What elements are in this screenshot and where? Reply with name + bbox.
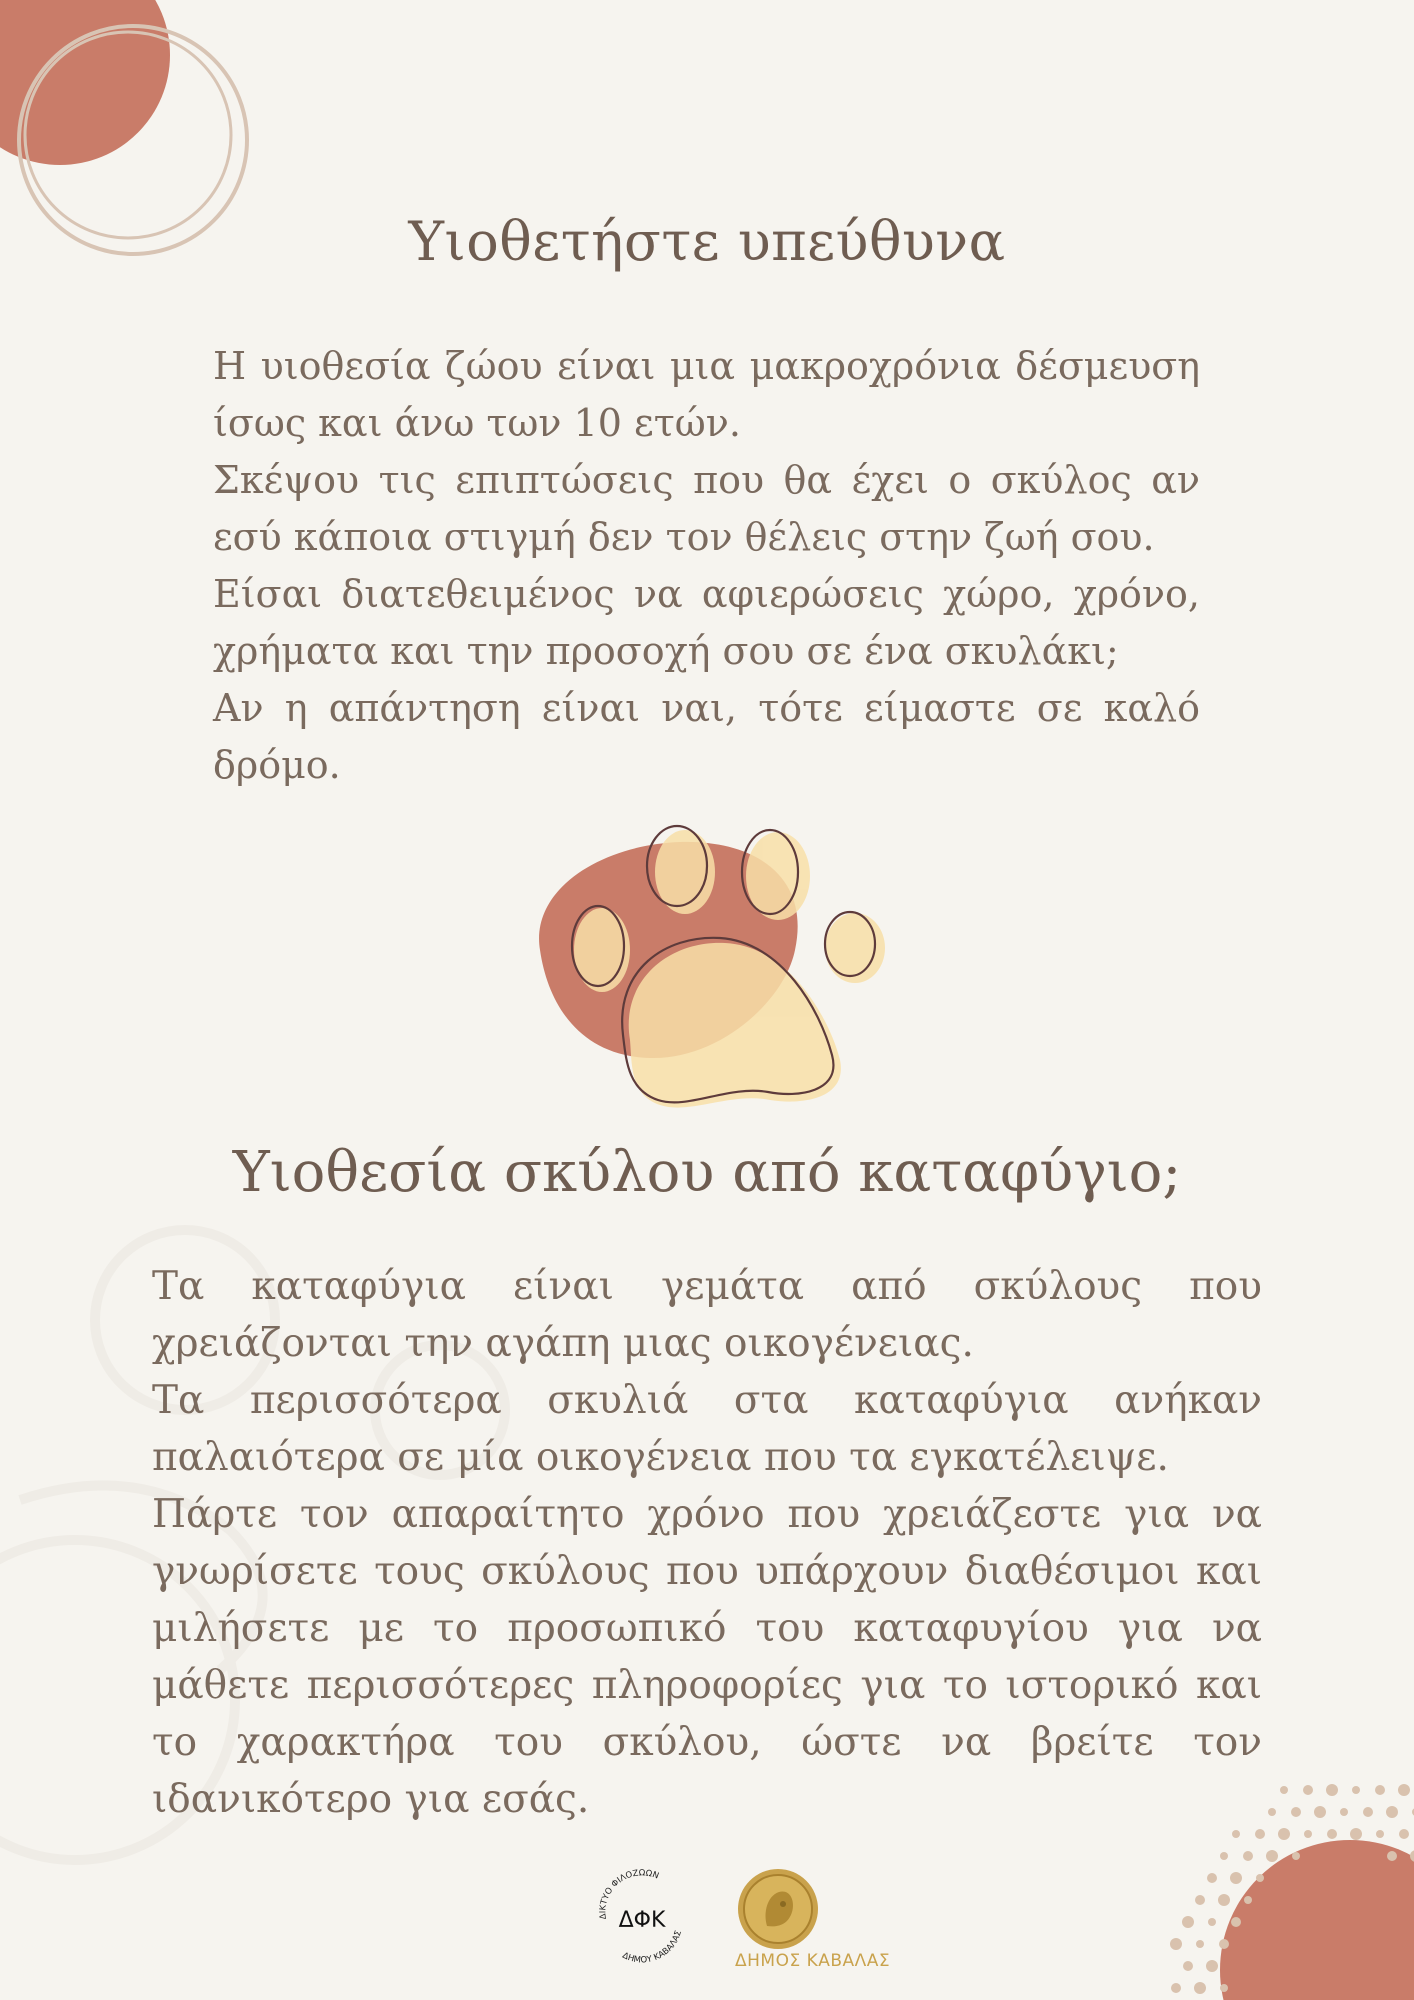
dot bbox=[1170, 1938, 1182, 1950]
dot bbox=[1292, 1852, 1300, 1860]
dot bbox=[1232, 1830, 1240, 1838]
dot bbox=[1387, 1851, 1397, 1861]
dot bbox=[1206, 1960, 1218, 1972]
dot bbox=[1399, 1829, 1409, 1839]
dot bbox=[1207, 1873, 1217, 1883]
paragraph: Σκέψου τις επιπτώσεις που θα έχει ο σκύλος αν εσύ κάποια στιγμή δεν τον θέλεις στην ζωή σου. bbox=[213, 458, 1200, 559]
kavala-coin-emblem bbox=[737, 1868, 819, 1950]
dfk-letters: ΔΦΚ bbox=[618, 1908, 666, 1933]
dot bbox=[1196, 1940, 1204, 1948]
dot bbox=[1350, 1828, 1362, 1840]
dot bbox=[1266, 1850, 1278, 1862]
paragraph: Τα καταφύγια είναι γεμάτα από σκύλους που χρειάζονται την αγάπη μιας οικογένειας. bbox=[152, 1264, 1262, 1366]
dot bbox=[1220, 1984, 1228, 1992]
paragraph: Τα περισσότερα σκυλιά στα καταφύγια ανήκαν παλαιότερα σε μία οικογένεια που τα εγκατέλειψε. bbox=[152, 1378, 1262, 1480]
dot bbox=[1194, 1982, 1206, 1994]
network-of-animal-friends-logo bbox=[592, 1865, 692, 1965]
dot bbox=[1326, 1784, 1338, 1796]
dot bbox=[1231, 1917, 1241, 1927]
paragraph: Πάρτε τον απαραίτητο χρόνο που χρειάζεστε για να γνωρίσετε τους σκύλους που υπάρχουν διαθέσιμοι και μιλήσετε με το προσωπικό του καταφυγίου για να μάθετε περισσότερες πληροφορίες για το ιστορικό και το χαρακτήρα του σκύλου, ώστε να βρείτε τον ιδανικότερο για εσάς. bbox=[152, 1492, 1262, 1822]
paw-print-icon bbox=[520, 820, 900, 1120]
dfk-top-text: ΔΙΚΤΥΟ ΦΙΛΟΖΩΩΝ bbox=[598, 1868, 661, 1920]
dot bbox=[1182, 1916, 1194, 1928]
dot bbox=[1243, 1851, 1253, 1861]
paragraph: Αν η απάντηση είναι ναι, τότε είμαστε σε καλό δρόμο. bbox=[213, 686, 1200, 787]
dot bbox=[1220, 1852, 1228, 1860]
dot bbox=[1291, 1807, 1301, 1817]
dot bbox=[1171, 1983, 1181, 1993]
svg-text:ΔΗΜΟΥ ΚΑΒΑΛΑΣ bbox=[621, 1929, 684, 1965]
dot bbox=[1363, 1807, 1373, 1817]
dot bbox=[1195, 1895, 1205, 1905]
dot bbox=[1398, 1784, 1410, 1796]
paragraph: Η υιοθεσία ζώου είναι μια μακροχρόνια δέσμευση ίσως και άνω των 10 ετών. bbox=[213, 344, 1200, 445]
dot bbox=[1183, 1961, 1193, 1971]
dfk-bottom-text: ΔΗΜΟΥ ΚΑΒΑΛΑΣ bbox=[620, 1929, 684, 1965]
dot bbox=[1375, 1785, 1385, 1795]
dot bbox=[1268, 1808, 1276, 1816]
dot bbox=[1280, 1786, 1288, 1794]
dot bbox=[1340, 1808, 1348, 1816]
dot bbox=[1327, 1829, 1337, 1839]
dot bbox=[1304, 1830, 1312, 1838]
dot bbox=[1314, 1806, 1326, 1818]
dot bbox=[1230, 1872, 1242, 1884]
dot bbox=[1255, 1829, 1265, 1839]
dot bbox=[1218, 1894, 1230, 1906]
dot bbox=[1244, 1896, 1252, 1904]
bottom-right-decoration bbox=[1130, 1780, 1414, 2000]
dot bbox=[1256, 1874, 1264, 1882]
dot bbox=[1208, 1918, 1216, 1926]
dot bbox=[1303, 1785, 1313, 1795]
dot bbox=[1219, 1939, 1229, 1949]
paragraph: Είσαι διατεθειμένος να αφιερώσεις χώρο, χρόνο, χρήματα και την προσοχή σου σε ένα σκυλάκι; bbox=[213, 572, 1200, 673]
dot bbox=[1278, 1828, 1290, 1840]
terracotta-blob bbox=[1220, 1840, 1414, 2000]
page-title: Υιοθετήστε υπεύθυνα bbox=[408, 210, 1006, 273]
municipality-label: ΔΗΜΟΣ ΚΑΒΑΛΑΣ bbox=[735, 1951, 891, 1971]
section-title: Υιοθεσία σκύλου από καταφύγιο; bbox=[232, 1140, 1182, 1205]
responsible-adoption-text bbox=[213, 338, 1200, 794]
shelter-adoption-text bbox=[152, 1258, 1262, 1828]
dot bbox=[1352, 1786, 1360, 1794]
dot bbox=[1376, 1830, 1384, 1838]
dot bbox=[1386, 1806, 1398, 1818]
